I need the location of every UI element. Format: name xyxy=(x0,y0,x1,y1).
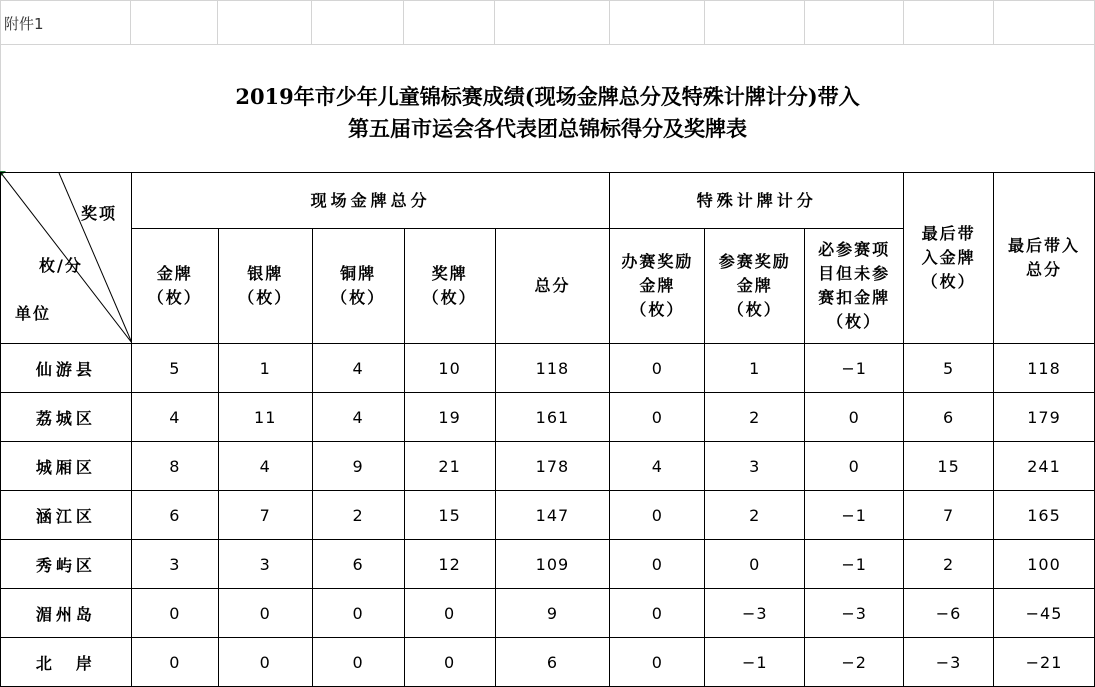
header-bronze xyxy=(312,229,404,344)
table-cell: 179 xyxy=(994,393,1095,442)
header-deduct-line: （枚） xyxy=(827,312,882,332)
table-cell: 161 xyxy=(495,393,610,442)
table-cell: 2 xyxy=(904,540,994,589)
table-cell: 15 xyxy=(404,491,495,540)
table-cell: 0 xyxy=(610,344,705,393)
table-cell: 0 xyxy=(610,540,705,589)
header-medals xyxy=(404,229,495,344)
results-table xyxy=(0,172,1095,687)
table-cell: 0 xyxy=(610,638,705,687)
table-cell: 0 xyxy=(312,589,404,638)
header-host-award-line: （枚） xyxy=(630,300,685,320)
header-gold-line: （枚） xyxy=(147,288,202,308)
table-cell: 1 xyxy=(218,344,312,393)
row-unit-name: 仙游县 xyxy=(1,344,132,393)
table-cell: 109 xyxy=(495,540,610,589)
header-medals-line: （枚） xyxy=(422,288,477,308)
header-gold-line: 金牌 xyxy=(156,264,193,284)
table-cell: 9 xyxy=(312,442,404,491)
table-cell: 241 xyxy=(994,442,1095,491)
header-gold xyxy=(131,229,218,344)
table-cell: 165 xyxy=(994,491,1095,540)
table-cell: −21 xyxy=(994,638,1095,687)
table-body xyxy=(1,344,1095,687)
table-row xyxy=(1,393,1095,442)
table-cell: 100 xyxy=(994,540,1095,589)
group-header-onsite: 现场金牌总分 xyxy=(131,173,610,229)
table-row xyxy=(1,491,1095,540)
table-cell: 8 xyxy=(131,442,218,491)
group-header-special: 特殊计牌计分 xyxy=(610,173,904,229)
table-cell: 2 xyxy=(705,491,805,540)
table-cell: 0 xyxy=(805,393,904,442)
table-cell: 21 xyxy=(404,442,495,491)
table-cell: 0 xyxy=(805,442,904,491)
header-participate-award-line: 参赛奖励 xyxy=(718,252,791,272)
table-cell: 2 xyxy=(312,491,404,540)
header-final-gold-line: 最后带 xyxy=(921,224,976,243)
corner-label-award: 奖项 xyxy=(81,204,118,223)
table-cell: 0 xyxy=(404,638,495,687)
header-final-gold-line: （枚） xyxy=(921,272,976,291)
header-score: 总分 xyxy=(495,229,610,344)
table-cell: 4 xyxy=(610,442,705,491)
header-final-score xyxy=(994,173,1095,344)
table-cell: −2 xyxy=(805,638,904,687)
header-bronze-line: 铜牌 xyxy=(340,264,377,284)
header-host-award-line: 金牌 xyxy=(639,276,676,296)
table-cell: 19 xyxy=(404,393,495,442)
table-cell: 118 xyxy=(495,344,610,393)
table-cell: 7 xyxy=(904,491,994,540)
table-cell: 0 xyxy=(404,589,495,638)
header-final-score-line: 最后带入 xyxy=(1008,236,1081,255)
row-unit-name: 湄州岛 xyxy=(1,589,132,638)
table-cell: 1 xyxy=(705,344,805,393)
header-final-score-line: 总分 xyxy=(1026,260,1063,279)
header-participate-award-line: 金牌 xyxy=(736,276,773,296)
table-cell: 4 xyxy=(312,393,404,442)
header-host-award-line: 办赛奖励 xyxy=(621,252,694,272)
row-unit-name: 秀屿区 xyxy=(1,540,132,589)
table-cell: 0 xyxy=(218,638,312,687)
table-cell: 10 xyxy=(404,344,495,393)
table-cell: −1 xyxy=(805,491,904,540)
header-medals-line: 奖牌 xyxy=(431,264,468,284)
corner-label-unit-measure: 枚/分 xyxy=(39,256,83,275)
attachment-label: 附件1 xyxy=(4,15,44,33)
table-row xyxy=(1,589,1095,638)
corner-header-cell xyxy=(1,173,132,344)
table-row xyxy=(1,442,1095,491)
table-cell: 0 xyxy=(312,638,404,687)
table-cell: −3 xyxy=(805,589,904,638)
table-cell: 6 xyxy=(312,540,404,589)
table-cell: 6 xyxy=(495,638,610,687)
table-cell: −1 xyxy=(705,638,805,687)
table-title-line-2: 第五届市运会各代表团总锦标得分及奖牌表 xyxy=(348,116,747,141)
header-silver-line: 银牌 xyxy=(247,264,284,284)
table-cell: −1 xyxy=(805,344,904,393)
table-cell: 118 xyxy=(994,344,1095,393)
table-cell: 2 xyxy=(705,393,805,442)
table-cell: 0 xyxy=(131,589,218,638)
table-cell: 15 xyxy=(904,442,994,491)
table-cell: 0 xyxy=(610,393,705,442)
header-host-award xyxy=(610,229,705,344)
table-cell: 178 xyxy=(495,442,610,491)
header-bronze-line: （枚） xyxy=(331,288,386,308)
row-unit-name: 北 岸 xyxy=(1,638,132,687)
table-cell: 4 xyxy=(131,393,218,442)
table-cell: −6 xyxy=(904,589,994,638)
row-unit-name: 荔城区 xyxy=(1,393,132,442)
row-unit-name: 城厢区 xyxy=(1,442,132,491)
table-cell: 12 xyxy=(404,540,495,589)
header-participate-award-line: （枚） xyxy=(727,300,782,320)
table-cell: −3 xyxy=(904,638,994,687)
table-cell: 147 xyxy=(495,491,610,540)
header-silver-line: （枚） xyxy=(238,288,293,308)
header-participate-award xyxy=(705,229,805,344)
table-cell: 4 xyxy=(312,344,404,393)
table-cell: 0 xyxy=(705,540,805,589)
table-cell: 3 xyxy=(131,540,218,589)
header-deduct-line: 必参赛项 xyxy=(818,240,891,260)
table-cell: −3 xyxy=(705,589,805,638)
table-row xyxy=(1,540,1095,589)
table-cell: 3 xyxy=(705,442,805,491)
table-title-line-1: 2019年市少年儿童锦标赛成绩(现场金牌总分及特殊计牌计分)带入 xyxy=(235,84,860,109)
header-deduct xyxy=(805,229,904,344)
table-cell: 0 xyxy=(131,638,218,687)
header-silver xyxy=(218,229,312,344)
table-cell: −1 xyxy=(805,540,904,589)
row-unit-name: 涵江区 xyxy=(1,491,132,540)
table-row xyxy=(1,344,1095,393)
table-cell: 11 xyxy=(218,393,312,442)
header-final-gold xyxy=(904,173,994,344)
header-deduct-line: 目但未参 xyxy=(818,264,891,284)
table-cell: 6 xyxy=(131,491,218,540)
table-cell: 5 xyxy=(131,344,218,393)
table-cell: 5 xyxy=(904,344,994,393)
table-cell: 9 xyxy=(495,589,610,638)
table-cell: 6 xyxy=(904,393,994,442)
table-cell: 0 xyxy=(610,589,705,638)
header-deduct-line: 赛扣金牌 xyxy=(818,288,891,308)
corner-label-unit: 单位 xyxy=(15,304,52,323)
table-cell: −45 xyxy=(994,589,1095,638)
table-cell: 0 xyxy=(610,491,705,540)
table-cell: 0 xyxy=(218,589,312,638)
table-cell: 3 xyxy=(218,540,312,589)
header-final-gold-line: 入金牌 xyxy=(921,248,976,267)
table-row xyxy=(1,638,1095,687)
table-cell: 7 xyxy=(218,491,312,540)
table-cell: 4 xyxy=(218,442,312,491)
